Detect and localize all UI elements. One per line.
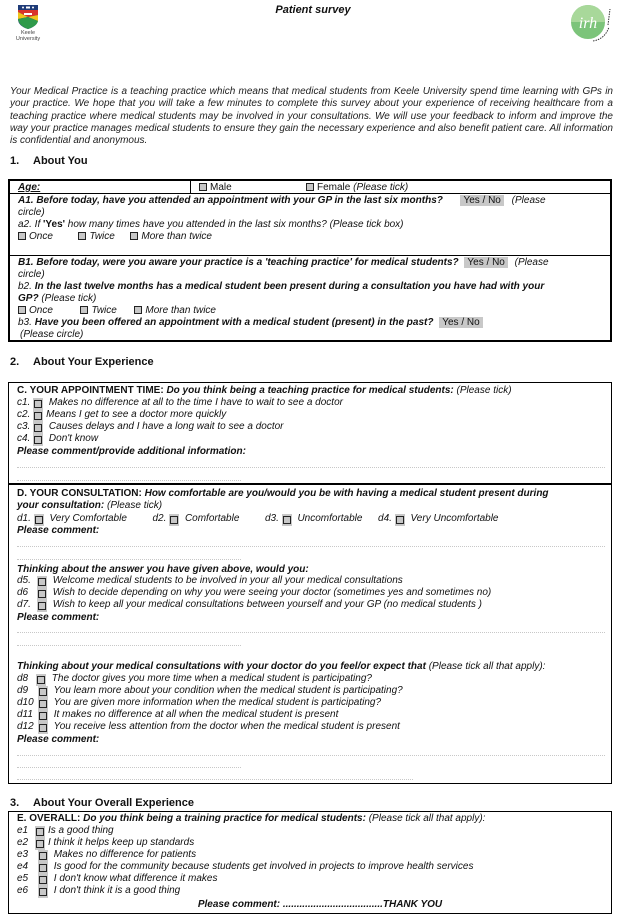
d6-option[interactable]: d6 Wish to decide depending on why you were seeing your doctor (sometimes yes and sometimes no) [17,587,492,598]
d10-option[interactable]: d10 You are given more information when the medical student is participating? [17,697,382,708]
female-checkbox[interactable] [306,183,314,191]
b2-question-row-1: b2. In the last twelve months has a medical student been present during a consultation you have had with your [18,281,545,292]
e3-checkbox[interactable] [39,852,47,860]
b3-hint: (Please circle) [20,329,84,340]
a1-hint-continuation: circle) [18,207,45,218]
a2-twice-checkbox[interactable] [78,232,86,240]
b2-more-checkbox[interactable] [134,306,142,314]
d-comment-label-2: Please comment: [17,612,100,623]
a2-option-twice[interactable]: Twice [78,231,114,242]
e-heading-row: E. OVERALL: Do you think being a training practice for medical students: (Please tick all that apply): [17,813,486,824]
d-comment-label-1: Please comment: [17,525,100,536]
d2-option[interactable]: d2. Comfortable [152,513,240,524]
d7-checkbox[interactable] [38,602,46,610]
c1-option[interactable]: c1. Makes no difference at all to the time I have to wait to see a doctor [17,397,343,408]
age-column-divider [190,181,191,193]
male-option[interactable]: Male [199,182,232,194]
appointment-time-box [8,382,612,485]
d11-option[interactable]: d11 It makes no difference at all when the medical student is present [17,709,339,720]
e3-option[interactable]: e3 Makes no difference for patients [17,849,197,860]
female-option[interactable]: Female (Please tick) [306,182,408,194]
d9-checkbox[interactable] [39,688,47,696]
d3-option[interactable]: d3. Uncomfortable [264,513,363,524]
d4-checkbox[interactable] [396,516,404,524]
a1-question-row: A1. Before today, have you attended an appointment with your GP in the last six months? Yes / No (Please [18,195,546,206]
c2-option[interactable]: c2. Means I get to see a doctor more quickly [17,409,227,420]
b3-question-row: b3. Have you been offered an appointment with a medical student (present) in the past? Yes / No [18,317,483,329]
about-you-box [8,179,612,342]
b2-twice-checkbox[interactable] [80,306,88,314]
intro-paragraph: Your Medical Practice is a teaching practice which means that medical students from Keele University spend time learning with GPs in your practice. We hope that you will take a few minutes to complete this survey about your experience of receiving healthcare from a teaching practice where medical students may be involved in your consultations. We will use your feedback to inform and improve the way your practice manages medical students to ensure they gain the necessary experience and also benefit patient care. All information is confidential and anonymous. [10,86,613,147]
d4-option[interactable]: d4. Very Uncomfortable [378,513,499,524]
male-checkbox[interactable] [199,183,207,191]
d-comment-line-6[interactable] [17,767,241,768]
d2-checkbox[interactable] [170,516,178,524]
b2-once-checkbox[interactable] [18,306,26,314]
d-heading-row-1: D. YOUR CONSULTATION: How comfortable are you/would you be with having a medical student present during [17,488,549,499]
a2-option-more[interactable]: More than twice [130,231,212,242]
d1-option[interactable]: d1. Very Comfortable [17,513,127,524]
d-heading-row-2: your consultation: (Please tick) [17,500,163,511]
e1-checkbox[interactable] [36,828,44,836]
b2-option-twice[interactable]: Twice [80,305,116,316]
c3-option[interactable]: c3. Causes delays and I have a long wait to see a doctor [17,421,284,432]
a2-question: a2. If 'Yes' how many times have you attended in the last six months? (Please tick box) [18,219,404,230]
d-followup-heading: Thinking about the answer you have given above, would you: [17,564,309,575]
a2-options [18,231,212,243]
e5-option[interactable]: e5 I don't know what difference it makes [17,873,218,884]
e5-checkbox[interactable] [39,876,47,884]
consultation-box [8,483,612,784]
a1-yes-no-field[interactable]: Yes / No [460,195,503,206]
c-comment-line-1[interactable] [17,467,605,468]
e4-checkbox[interactable] [39,864,47,872]
d6-checkbox[interactable] [38,590,46,598]
e6-checkbox[interactable] [39,888,47,896]
d8-option[interactable]: d8 The doctor gives you more time when a medical student is participating? [17,673,372,684]
c4-checkbox[interactable] [34,436,42,444]
e6-option[interactable]: e6 I don't think it is a good thing [17,885,181,896]
overall-box [8,811,612,914]
irh-logo [569,3,613,47]
d8-checkbox[interactable] [37,676,45,684]
c3-checkbox[interactable] [34,424,42,432]
b3-yes-no-field[interactable]: Yes / No [439,317,482,328]
d-comment-line-5[interactable] [17,755,605,756]
d-comment-line-7[interactable] [17,779,413,780]
b1-hint-continuation: circle) [18,269,45,280]
d9-option[interactable]: d9 You learn more about your condition when the medical student is participating? [17,685,403,696]
d3-checkbox[interactable] [283,516,291,524]
document-title: Patient survey [275,4,351,16]
e2-option[interactable]: e2 I think it helps keep up standards [17,837,195,848]
section-3-heading: 3. About Your Overall Experience [10,797,194,809]
age-label: Age: [18,182,41,193]
d5-checkbox[interactable] [38,578,46,586]
closing-comment-thank-you[interactable]: Please comment: ....................................THANK YOU [197,899,443,910]
section-1-heading: 1. About You [10,155,88,167]
d12-checkbox[interactable] [39,724,47,732]
d-expect-heading: Thinking about your medical consultations with your doctor do you feel/or expect that (Please tick all that apply): [17,661,546,672]
b2-option-once[interactable]: Once [18,305,53,316]
d1-checkbox[interactable] [35,516,43,524]
d-comment-line-3[interactable] [17,632,605,633]
c-heading-row: C. YOUR APPOINTMENT TIME: Do you think being a teaching practice for medical students: (Please tick) [17,385,512,396]
d-comment-line-2[interactable] [17,559,241,560]
e1-option[interactable]: e1 Is a good thing [17,825,114,836]
svg-text:irh: irh [578,15,598,32]
b2-options [18,305,216,317]
a2-once-checkbox[interactable] [18,232,26,240]
b1-question-row: B1. Before today, were you aware your practice is a 'teaching practice' for medical students? Yes / No (Please [18,257,549,268]
a2-option-once[interactable]: Once [18,231,53,242]
c1-checkbox[interactable] [34,400,42,408]
d-comment-label-3: Please comment: [17,734,100,745]
d-comment-line-1[interactable] [17,546,605,547]
c4-option[interactable]: c4. Don't know [17,433,99,444]
d-comment-line-4[interactable] [17,645,241,646]
b2-option-more[interactable]: More than twice [134,305,216,316]
d7-option[interactable]: d7. Wish to keep all your medical consultations between yourself and your GP (no medical students ) [17,599,482,610]
c-comment-line-2[interactable] [17,480,241,481]
row-divider [10,193,610,194]
b1-yes-no-field[interactable]: Yes / No [464,257,507,268]
b2-question-row-2: GP? (Please tick) [18,293,97,304]
d5-option[interactable]: d5. Welcome medical students to be involved in your all your medical consultations [17,575,403,586]
e2-checkbox[interactable] [36,840,44,848]
irh-circle-icon [569,3,613,47]
section-2-heading: 2. About Your Experience [10,356,154,368]
c-comment-label: Please comment/provide additional information: [17,446,246,457]
e4-option[interactable]: e4 Is good for the community because students get involved in projects to improve health services [17,861,474,872]
d10-checkbox[interactable] [39,700,47,708]
a2-more-checkbox[interactable] [130,232,138,240]
d12-option[interactable]: d12 You receive less attention from the doctor when the medical student is present [17,721,400,732]
c2-checkbox[interactable] [34,412,42,420]
keele-logo-caption: Keele University [15,30,41,42]
d11-checkbox[interactable] [39,712,47,720]
row-divider [10,255,610,256]
